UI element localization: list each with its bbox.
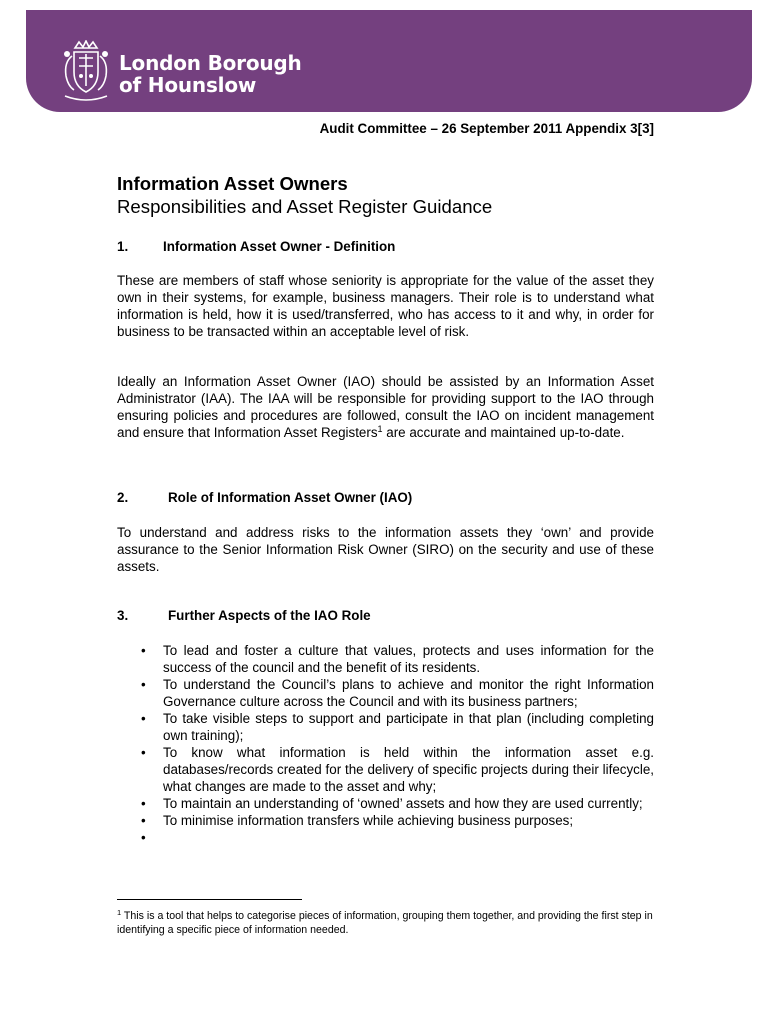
section-title: Role of Information Asset Owner (IAO) <box>168 490 413 505</box>
document-header-line: Audit Committee – 26 September 2011 Appendix 3[3] <box>319 121 654 136</box>
bullet-icon: • <box>141 830 146 845</box>
bullet-icon: • <box>141 745 146 760</box>
bullet-text: To maintain an understanding of ‘owned’ assets and how they are used currently; <box>163 796 643 811</box>
bullet-item <box>141 676 654 710</box>
bullet-item <box>141 812 654 829</box>
council-crest-icon <box>61 40 111 108</box>
bullet-item <box>141 744 654 795</box>
bullet-icon: • <box>141 677 146 692</box>
bullet-text: To understand the Council’s plans to achieve and monitor the right Information Governance culture across the Council and with its business partners; <box>163 677 654 709</box>
bullet-item <box>141 642 654 676</box>
bullet-text: To lead and foster a culture that values, protects and uses information for the success of the council and the benefit of its residents. <box>163 643 654 675</box>
bullet-item-empty <box>141 829 654 846</box>
section-2-heading <box>117 490 412 505</box>
organisation-name-line-2: of Hounslow <box>119 73 257 97</box>
bullet-text: To minimise information transfers while achieving business purposes; <box>163 813 574 828</box>
bullet-item <box>141 795 654 812</box>
section-2-paragraph-1: To understand and address risks to the information assets they ‘own’ and provide assurance to the Senior Information Risk Owner (SIRO) on the security and use of these assets. <box>117 525 654 574</box>
section-number: 3. <box>117 608 129 623</box>
section-1-heading <box>117 239 395 254</box>
footnote-number: 1 <box>117 908 122 917</box>
bullet-text: To take visible steps to support and participate in that plan (including completing own training); <box>163 711 654 743</box>
bullet-icon: • <box>141 711 146 726</box>
bullet-icon: • <box>141 796 146 811</box>
footnote-text: This is a tool that helps to categorise pieces of information, grouping them together, and providing the first step in identifying a specific piece of information needed. <box>117 910 653 936</box>
iao-role-bullet-list <box>141 642 654 846</box>
section-3-heading <box>117 608 371 623</box>
bullet-icon: • <box>141 643 146 658</box>
bullet-item <box>141 710 654 744</box>
bullet-icon: • <box>141 813 146 828</box>
section-1-paragraph-2 <box>117 373 654 441</box>
document-subtitle: Responsibilities and Asset Register Guidance <box>117 196 493 217</box>
footnote <box>117 909 654 937</box>
section-1-paragraph-1: These are members of staff whose seniority is appropriate for the value of the asset they own in their systems, for example, business managers. Their role is to understand what information is held, how it is used/transferred, who has access to it and why, in order for business to be transacted within an acceptable level of risk. <box>117 273 654 339</box>
section-title: Further Aspects of the IAO Role <box>168 608 371 623</box>
footnote-separator <box>117 899 302 900</box>
section-title: Information Asset Owner - Definition <box>163 239 396 254</box>
paragraph-text: Ideally an Information Asset Owner (IAO) should be assisted by an Information Asset Administrator (IAA). The IAA will be responsible for providing support to the IAO through ensuring policies and procedures are followed, consult the IAO on incident management and ensure that Information Asset Registers <box>117 374 654 440</box>
footnote-reference: 1 <box>377 424 383 434</box>
council-banner <box>26 10 752 112</box>
bullet-text: To know what information is held within the information asset e.g. databases/records created for the delivery of specific projects during their lifecycle, what changes are made to the asset and why; <box>163 745 654 794</box>
document-title: Information Asset Owners <box>117 173 348 194</box>
section-number: 2. <box>117 490 129 505</box>
organisation-name-line-1: London Borough <box>119 51 302 75</box>
paragraph-text: are accurate and maintained up-to-date. <box>382 425 625 440</box>
section-number: 1. <box>117 239 129 254</box>
